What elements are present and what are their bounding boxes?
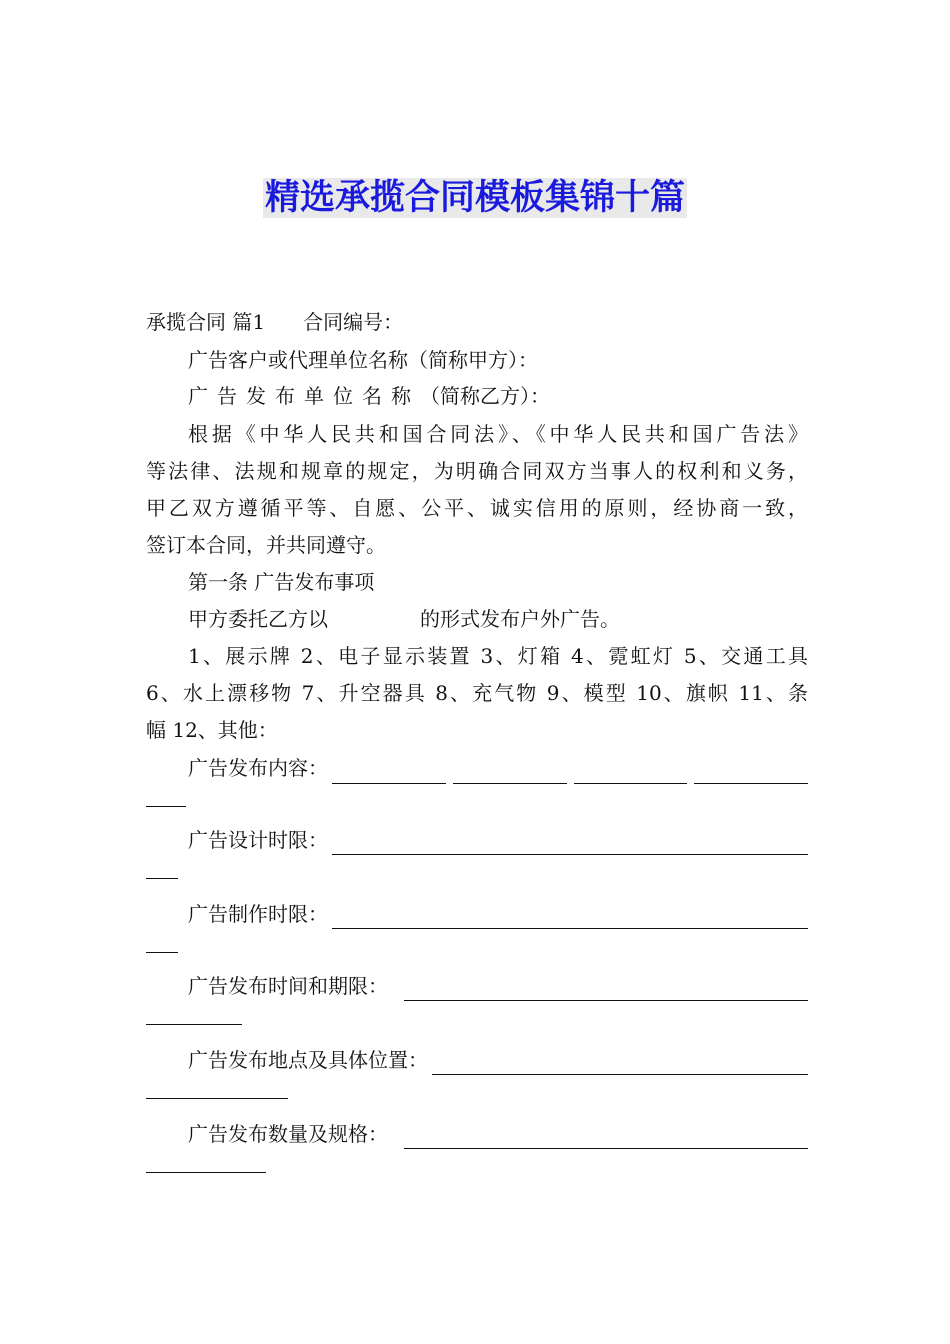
form-before: 甲方委托乙方以 <box>188 607 328 631</box>
fill-in-blank[interactable] <box>332 830 808 855</box>
fill-in-blank-continuation <box>146 806 186 807</box>
fill-in-blank-continuation <box>146 1024 242 1025</box>
fill-in-blank-continuation <box>146 1172 266 1173</box>
fill-in-blank[interactable] <box>332 759 808 783</box>
field-label: 广告发布地点及具体位置： <box>188 1048 428 1072</box>
options-line: 1、展示牌 2、电子显示装置 3、灯箱 4、霓虹灯 5、交通工具 <box>188 644 808 668</box>
field-publish-quantity <box>188 1119 808 1149</box>
field-label: 广告制作时限： <box>188 902 328 926</box>
options-line: 6、水上漂移物 7、升空器具 8、充气物 9、模型 10、旗帜 11、条 <box>146 681 808 705</box>
fill-in-blank-continuation <box>146 878 178 879</box>
field-label: 广告设计时限： <box>188 828 328 852</box>
form-after: 的形式发布户外广告。 <box>420 607 620 631</box>
paragraph-line: 签订本合同，并共同遵守。 <box>146 533 386 557</box>
field-publish-location <box>188 1045 808 1075</box>
form-line <box>188 604 808 634</box>
fill-in-blank[interactable] <box>404 976 808 1001</box>
party-b-line <box>188 381 808 411</box>
fill-in-blank[interactable] <box>332 904 808 929</box>
header-line <box>146 307 808 337</box>
field-label: 广告发布数量及规格： <box>188 1122 388 1146</box>
chapter-label: 承揽合同 篇1 <box>146 310 266 334</box>
fill-in-blank[interactable] <box>432 1050 808 1075</box>
fill-in-blank[interactable] <box>404 1124 808 1149</box>
party-b-suffix: （简称乙方）： <box>420 384 550 408</box>
field-publish-time <box>188 971 808 1001</box>
field-production-period <box>188 899 808 929</box>
document-title <box>0 174 950 222</box>
title-text: 精选承揽合同模板集锦十篇 <box>264 178 685 218</box>
field-label: 广告发布时间和期限： <box>188 974 388 998</box>
field-design-period <box>188 825 808 855</box>
options-line: 幅 12、其他： <box>146 718 278 742</box>
contract-number-label: 合同编号： <box>303 310 404 334</box>
field-label: 广告发布内容： <box>188 756 328 780</box>
fill-in-blank-continuation <box>146 952 178 953</box>
party-a-line: 广告客户或代理单位名称（简称甲方）： <box>188 348 538 372</box>
paragraph-line: 根据《中华人民共和国合同法》、《中华人民共和国广告法》 <box>188 422 808 446</box>
paragraph-line: 甲乙双方遵循平等、自愿、公平、诚实信用的原则，经协商一致， <box>146 496 808 520</box>
field-ad-content <box>188 753 808 783</box>
party-b-label: 广告发布单位名称 <box>188 384 420 408</box>
fill-in-blank-continuation <box>146 1098 288 1099</box>
article-heading: 第一条 广告发布事项 <box>188 570 375 594</box>
paragraph-line: 等法律、法规和规章的规定，为明确合同双方当事人的权利和义务， <box>146 459 808 483</box>
